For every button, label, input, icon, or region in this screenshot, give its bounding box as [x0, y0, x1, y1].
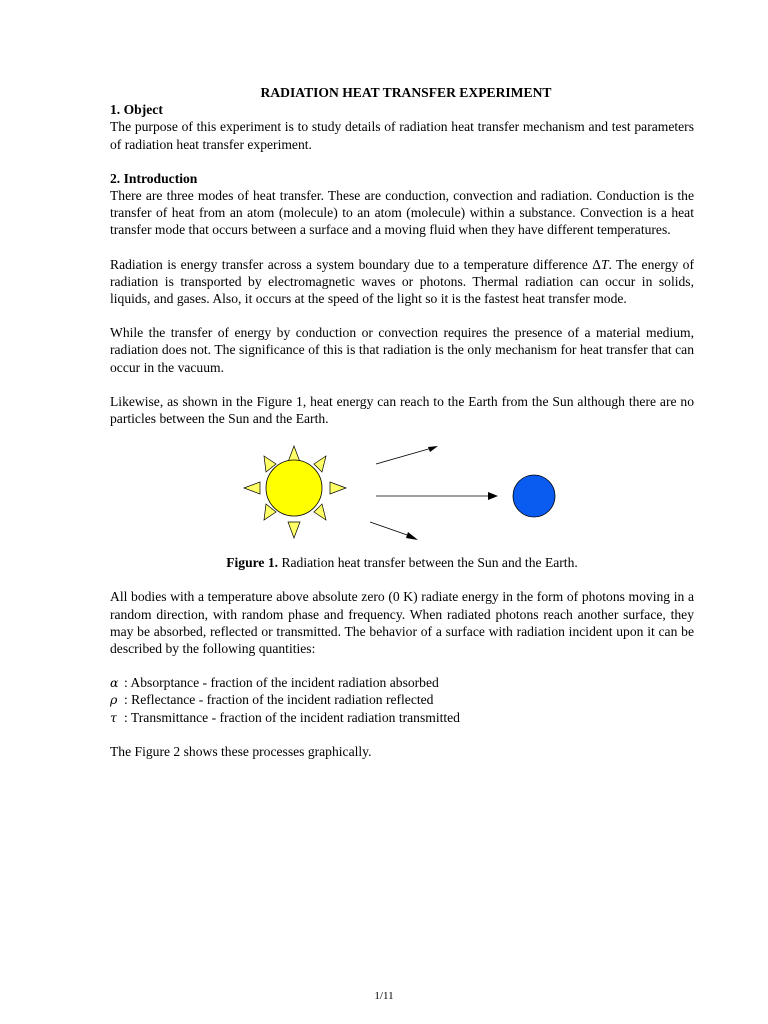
earth-icon	[513, 475, 555, 517]
intro-paragraph-3: While the transfer of energy by conduction or convection requires the presence of a material medium, radiation does not. The significance of this is that radiation is the only mechanism for heat transfer that can occur in the vacuum.	[110, 325, 694, 375]
section-heading-introduction: 2. Introduction	[110, 170, 198, 186]
sun-icon	[244, 446, 346, 538]
quantity-reflectance-text: : Reflectance - fraction of the incident radiation reflected	[124, 692, 434, 708]
intro-paragraph-2	[110, 256, 694, 308]
arrow-down	[370, 522, 410, 536]
rho-symbol: ρ	[110, 692, 118, 708]
object-paragraph: The purpose of this experiment is to study details of radiation heat transfer mechanism and test parameters of radiation heat transfer experiment.	[110, 119, 694, 152]
delta-t-symbol: ΔT	[592, 256, 609, 272]
paragraph-5: All bodies with a temperature above absolute zero (0 K) radiate energy in the form of photons moving in a random direction, with random phase and frequency. When radiated photons reach another surface, they may be absorbed, reflected or transmitted. The behavior of a surface with radiation incident upon it can be described by the following quantities:	[110, 589, 694, 657]
arrow-middle-head	[488, 492, 498, 500]
quantities-list	[110, 674, 694, 726]
sun-ray-top-right	[314, 456, 326, 472]
figure-1-caption	[110, 554, 694, 571]
quantity-reflectance	[110, 691, 694, 708]
sun-ray-bottom	[288, 522, 300, 538]
arrow-up	[376, 448, 432, 464]
figure-1-diagram	[110, 444, 694, 552]
sun-disc	[266, 460, 322, 516]
document-title: RADIATION HEAT TRANSFER EXPERIMENT	[260, 85, 552, 100]
document-page	[110, 84, 694, 760]
figure-1	[110, 444, 694, 552]
page-number: 1/11	[374, 990, 394, 1002]
radiation-arrows	[370, 446, 498, 540]
intro-paragraph-1: There are three modes of heat transfer. These are conduction, convection and radiation. Conduction is the transfer of heat from an atom (molecule) to an atom (molecule) within a substance. Convection is a heat transfer mode that occurs between a surface and a moving fluid when they have different temperatures.	[110, 188, 694, 238]
quantity-absorptance	[110, 674, 694, 691]
quantity-absorptance-text: : Absorptance - fraction of the incident radiation absorbed	[124, 675, 439, 691]
arrow-up-head	[428, 446, 438, 452]
sun-ray-bottom-right	[314, 504, 326, 520]
figure-1-caption-text: Radiation heat transfer between the Sun and the Earth.	[278, 555, 578, 571]
quantity-transmittance-text: : Transmittance - fraction of the incident radiation transmitted	[124, 709, 460, 725]
sun-ray-right	[330, 482, 346, 494]
intro-paragraph-4: Likewise, as shown in the Figure 1, heat energy can reach to the Earth from the Sun although there are no particles between the Sun and the Earth.	[110, 393, 694, 427]
arrow-down-head	[406, 532, 418, 540]
alpha-symbol: α	[110, 675, 119, 691]
tau-symbol: τ	[110, 709, 117, 725]
intro-paragraph-2-end: . The energy of radiation is transported by electromagnetic waves or photons. Thermal radiation can occur in solids, liquids, and gases. Also, it occurs at the speed of the light so it is the fastest heat transfer mode.	[110, 256, 695, 307]
figure-1-caption-label: Figure 1.	[226, 555, 279, 571]
sun-ray-left	[244, 482, 260, 494]
intro-paragraph-2-start: Radiation is energy transfer across a system boundary due to a temperature difference	[110, 256, 593, 272]
paragraph-6: The Figure 2 shows these processes graphically.	[110, 743, 372, 759]
quantity-transmittance	[110, 709, 694, 726]
section-heading-object: 1. Object	[110, 102, 163, 118]
